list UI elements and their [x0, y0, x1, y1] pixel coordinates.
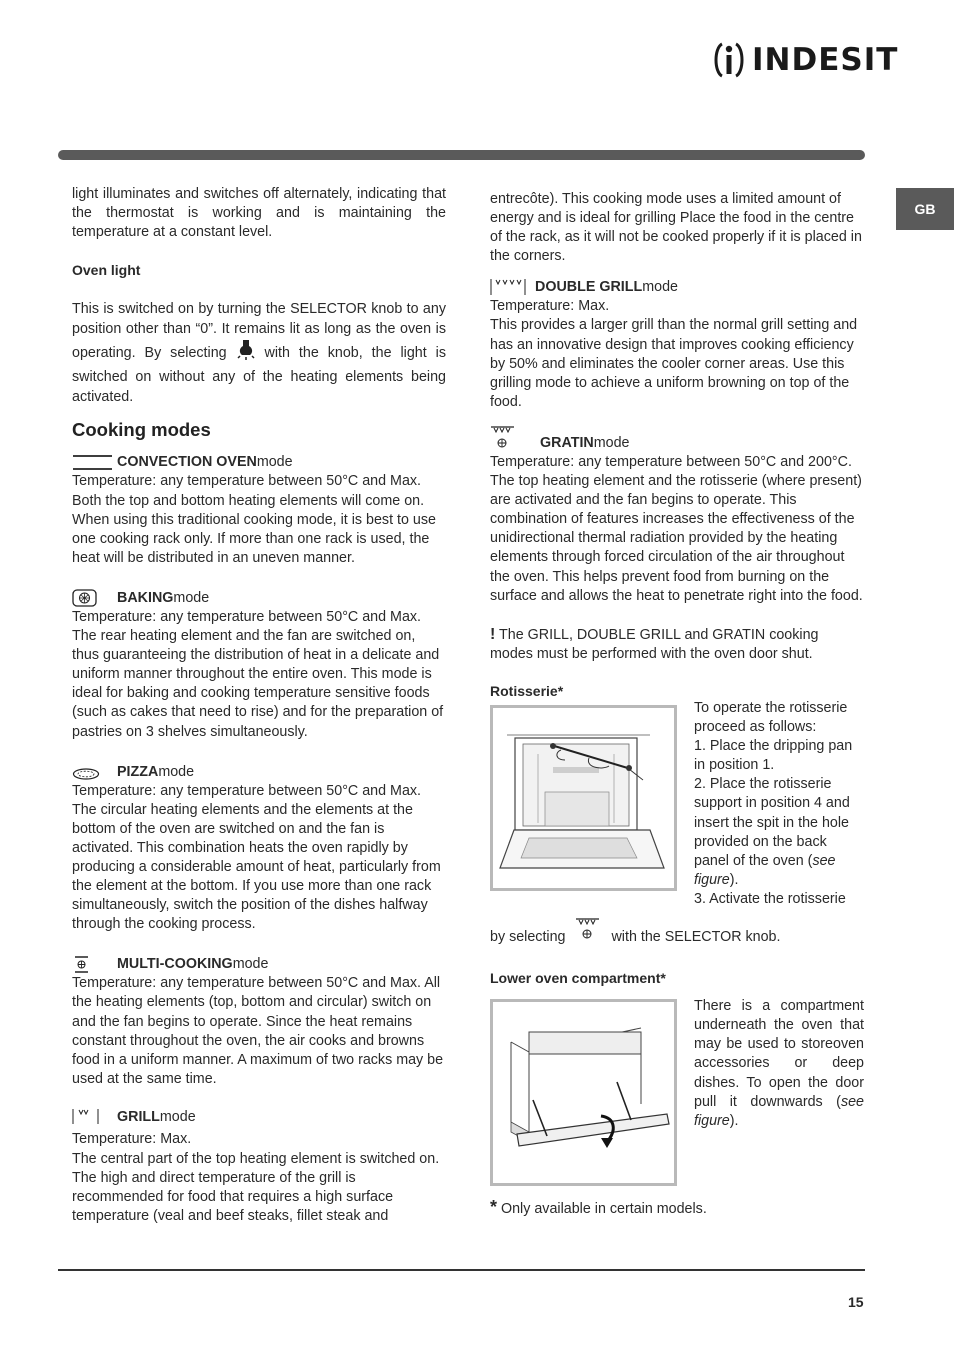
footnote-mark: *: [490, 1197, 498, 1218]
rotisserie-figure: [490, 705, 677, 891]
mode-text: Temperature: any temperature between 50°C and Max. All the heating elements (top, bottom and circular) switch on and the fan begins to operate. Since the heat remains constant throughout the oven, the air cooks and browns food in a uniform manner. A maximum of two racks may be used at the same time.: [72, 975, 444, 1087]
mode-baking: BAKING mode Temperature: any temperature between 50°C and Max. The rear heating element and the fan are switched on, thus guaranteeing the distribution of heat in a delicate and uniform manner throughout the entire oven. This mode is ideal for baking and cooking temperature sensitive foods (such as cakes that need to rise) and for the preparation of pastries on 3 shelves simultaneously.: [72, 586, 446, 742]
rotisserie-select: by selecting with the SELECTOR knob.: [490, 917, 864, 949]
rotisserie-instructions: To operate the rotisserie proceed as follows: 1. Place the dripping pan in position 1. 2. Place the rotisserie support in position 4 and insert the spit in the hole provided on the back panel of the oven (see figure). 3. Activate the rotisserie: [694, 699, 853, 907]
baking-fan-icon: [72, 588, 112, 608]
mode-text: This provides a larger grill than the normal grill setting and has an innovative design that improves cooking efficiency by 50% and eliminates the cooler corner areas. Use this grilling mode to achieve a uniform browning on top of the food.: [490, 317, 858, 410]
convection-oven-icon: [72, 452, 112, 472]
mode-name: GRATIN: [540, 434, 594, 451]
double-grill-icon: [490, 277, 530, 297]
mode-name: DOUBLE GRILL: [535, 279, 643, 296]
mode-name: MULTI-COOKING: [117, 956, 233, 973]
lower-compartment-illustration: [493, 1002, 674, 1183]
mode-double-grill: DOUBLE GRILL mode Temperature: Max. This provides a larger grill than the normal grill setting and has an innovative design that improves cooking efficiency by 50% and eliminates the cooler corner areas. Use this grilling mode to achieve a uniform browning on top of the food.: [490, 275, 864, 412]
header-divider: [58, 150, 865, 160]
footnote: * Only available in certain models.: [490, 1197, 707, 1218]
mode-gratin: GRATIN mode Temperature: any temperature between 50°C and 200°C. The top heating element and the rotisserie (where present) are activated and the fan begins to operate. This combination of features increases the effectiveness of the unidirectional thermal radiation provided by the heating elements through forced circulation of the air throughout the oven. This helps prevent food from burning on the surface and allows the heat to penetrate right into the food.: [490, 424, 864, 606]
mode-text: Temperature: any temperature between 50°C and Max. The circular heating elements and the elements at the bottom of the oven are switched on and the fan is activated. This combination heats the oven rapidly by producing a considerable amount of heat, particularly from the element at the bottom. If you use more than one rack simultaneously, switch the position of the dishes halfway through the cooking process.: [72, 782, 441, 933]
mode-name: PIZZA: [117, 763, 159, 780]
indesit-logo-icon: [712, 40, 746, 80]
mode-name: BAKING: [117, 589, 174, 606]
cooking-modes-heading: Cooking modes: [72, 419, 211, 441]
lower-compartment-heading: Lower oven compartment*: [490, 970, 666, 987]
brand-name: INDESIT: [752, 42, 899, 78]
left-column: [72, 185, 446, 1226]
mode-grill: GRILL mode Temperature: Max. The central part of the top heating element is switched on. The high and direct temperature of the grill is recommended for food that requires a high surface temperature (veal and beef steaks, fillet steak and: [72, 1105, 446, 1226]
mode-pizza: PIZZA mode Temperature: any temperature between 50°C and Max. The circular heating elements and the elements at the bottom of the oven are switched on and the fan is activated. This combination heats the oven rapidly by producing a considerable amount of heat, particularly from the element at the bottom. If you use more than one rack simultaneously, switch the position of the dishes halfway through the cooking process.: [72, 760, 446, 935]
oven-light-heading: Oven light: [72, 262, 141, 279]
gratin-icon: [490, 425, 535, 453]
note-mark: !: [490, 625, 496, 643]
language-tab[interactable]: GB: [896, 188, 954, 230]
mode-text: The central part of the top heating element is switched on. The high and direct temperature of the grill is recommended for food that requires a high surface temperature (veal and beef steaks, fillet steak and: [72, 1151, 440, 1225]
mode-multi-cooking: MULTI-COOKING mode Temperature: any temperature between 50°C and Max. All the heating elements (top, bottom and circular) switch on and the fan begins to operate. Since the heat remains constant throughout the oven, the air cooks and browns food in a uniform manner. A maximum of two racks may be used at the same time.: [72, 952, 446, 1089]
right-column: [490, 190, 864, 1219]
gratin-icon: [575, 917, 601, 949]
mode-convection: CONVECTION OVEN mode Temperature: any temperature between 50°C and Max. Both the top and bottom heating elements will come on. When using this traditional cooking mode, it is best to use one cooking rack only. If more than one rack is used, the heat will be distributed in an uneven manner.: [72, 450, 446, 567]
brand-logo: [712, 38, 898, 82]
door-shut-note: ! The GRILL, DOUBLE GRILL and GRATIN cooking modes must be performed with the oven door shut.: [490, 625, 819, 662]
mode-text: Temperature: any temperature between 50°C and Max. The rear heating element and the fan are switched on, thus guaranteeing the distribution of heat in a delicate and uniform manner throughout the entire oven. This mode is ideal for baking and cooking temperature sensitive foods (such as cakes that need to rise) and for the preparation of pastries on 3 shelves simultaneously.: [72, 608, 444, 740]
mode-name: CONVECTION OVEN: [117, 454, 257, 471]
lower-compartment-figure: [490, 999, 677, 1186]
page-number: 15: [848, 1294, 864, 1310]
mode-text: Temperature: any temperature between 50°C and 200°C. The top heating element and the rotisserie (where present) are activated and the fan begins to operate. This combination of features increases the effectiveness of the unidirectional thermal radiation provided by the heating elements through forced circulation of the air throughout the oven. This helps prevent food from burning on the surface and allows the heat to penetrate right into the food.: [490, 453, 863, 604]
mode-text: Temperature: any temperature between 50°C and Max. Both the top and bottom heating elements will come on. When using this traditional cooking mode, it is best to use one cooking rack only. If more than one rack is used, the heat will be distributed in an uneven manner.: [72, 473, 436, 566]
pizza-icon: [72, 762, 112, 782]
mode-temp: Temperature: Max.: [72, 1130, 192, 1147]
mode-temp: Temperature: Max.: [490, 298, 610, 315]
lamp-icon: [236, 339, 256, 367]
lower-compartment-text: There is a compartment underneath the oven that may be used to storeoven accessories or deep dishes. To open the door pull it downwards (see figure).: [694, 998, 864, 1129]
multi-cooking-icon: [72, 954, 112, 974]
grill-icon: [72, 1107, 112, 1127]
oven-light-paragraph: This is switched on by turning the SELECTOR knob to any position other than “0”. It remains lit as long as the oven is operating. By selecting with the knob, the light is switched on without any of the heating elements being activated.: [72, 301, 446, 406]
grill-continued: entrecôte). This cooking mode uses a limited amount of energy and is ideal for grilling Place the food in the centre of the rack, as it will not be cooked properly if it is placed in the corners.: [490, 191, 862, 265]
footer-divider: [58, 1269, 865, 1271]
mode-name: GRILL: [117, 1108, 160, 1125]
oven-rotisserie-illustration: [493, 708, 674, 888]
rotisserie-heading: Rotisserie*: [490, 682, 564, 699]
intro-paragraph: light illuminates and switches off alternately, indicating that the thermostat is working and is maintaining the temperature at a constant level.: [72, 186, 446, 241]
